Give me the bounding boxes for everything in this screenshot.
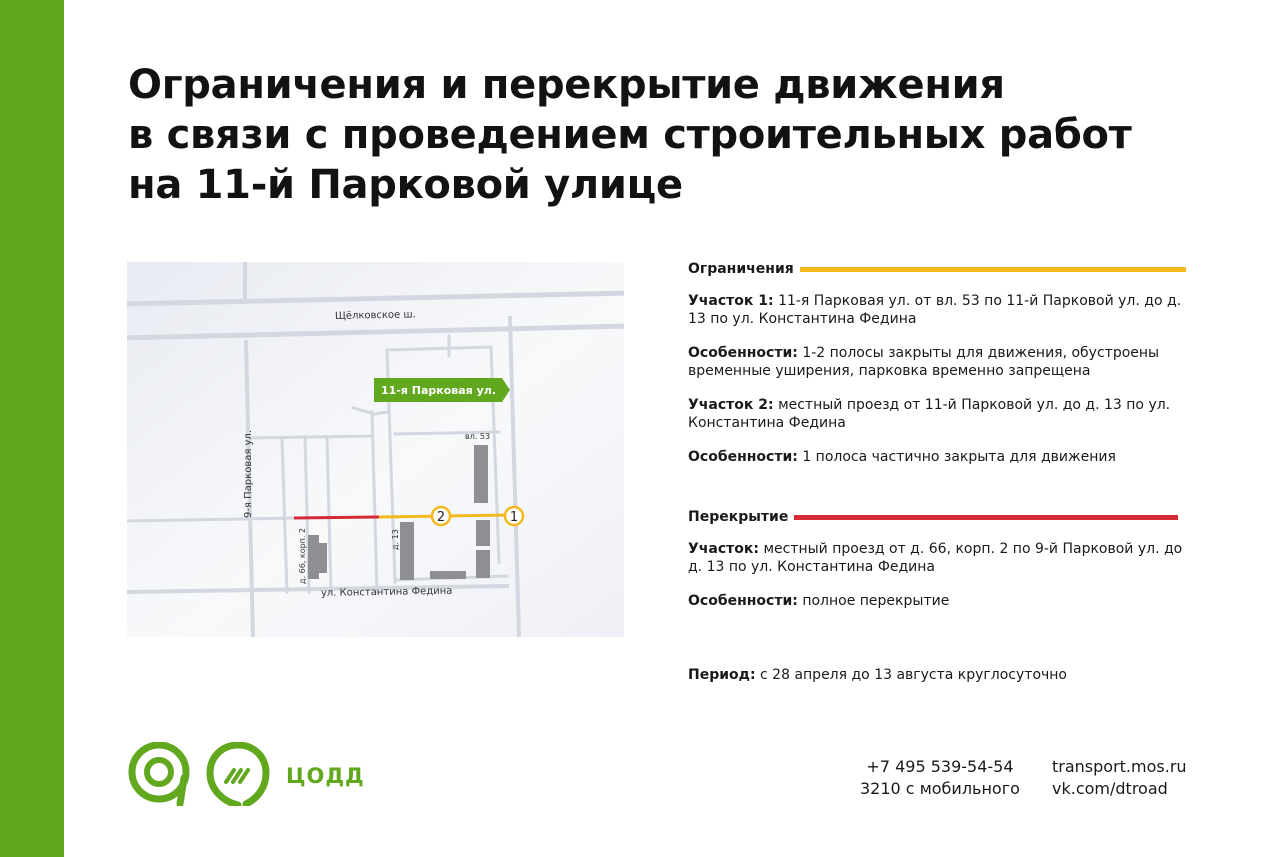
label-d13: д. 13 xyxy=(391,529,400,550)
closure-heading xyxy=(688,506,1188,528)
street-sign-11-parkovaya xyxy=(374,378,510,402)
closure-heading-label: Перекрытие xyxy=(688,509,789,525)
phone-contacts xyxy=(860,756,1020,800)
title-line-1: Ограничения и перекрытие движения xyxy=(128,62,1005,108)
info-panel xyxy=(688,258,1188,610)
restriction-features-2-label: Особенности: xyxy=(688,449,798,465)
period-text: с 28 апреля до 13 августа круглосуточно xyxy=(760,667,1067,683)
restriction-section-1-text: 11-я Парковая ул. от вл. 53 по 11-й Парковой ул. до д. 13 по ул. Константина Федина xyxy=(688,293,1182,327)
period xyxy=(688,666,1067,684)
codd-pin-icon xyxy=(210,745,266,805)
closure-features-label: Особенности: xyxy=(688,593,798,609)
closure-section-label: Участок: xyxy=(688,541,759,557)
label-vl53: вл. 53 xyxy=(465,432,491,441)
building-d13 xyxy=(400,522,414,580)
building-d66-a xyxy=(308,535,319,579)
page-title xyxy=(128,60,1208,210)
building-block-b xyxy=(476,550,490,578)
phone-number[interactable]: +7 495 539-54-54 xyxy=(866,757,1014,776)
title-line-2: в связи с проведением строительных работ xyxy=(128,112,1132,158)
restriction-section-2-label: Участок 2: xyxy=(688,397,774,413)
building-block-c xyxy=(430,571,466,579)
title-line-3: на 11-й Парковой улице xyxy=(128,162,683,208)
closure-features-text: полное перекрытие xyxy=(802,593,950,609)
restriction-features-2 xyxy=(688,448,1188,466)
label-9-parkovaya: 9-я Парковая ул. xyxy=(243,429,254,518)
label-schelkovskoe: Щёлковское ш. xyxy=(334,309,416,322)
web-contacts xyxy=(1052,756,1187,800)
closure-features xyxy=(688,592,1188,610)
scheme-map xyxy=(127,262,624,637)
closure-section xyxy=(688,540,1188,576)
closure-color-line xyxy=(794,515,1178,520)
restriction-features-1 xyxy=(688,344,1188,380)
marker-2-label: 2 xyxy=(436,510,446,525)
restriction-section-1-label: Участок 1: xyxy=(688,293,774,309)
restriction-features-2-text: 1 полоса частично закрыта для движения xyxy=(802,449,1116,465)
marker-1-label: 1 xyxy=(509,510,519,525)
marker-2 xyxy=(432,507,450,525)
vk-link[interactable]: vk.com/dtroad xyxy=(1052,779,1168,798)
building-d66-b xyxy=(318,543,327,573)
closure-line xyxy=(294,517,379,518)
label-fedina: ул. Константина Федина xyxy=(320,585,453,599)
label-d66: д. 66, корп. 2 xyxy=(298,527,307,584)
closure-section-text: местный проезд от д. 66, корп. 2 по 9-й Парковой ул. до д. 13 по ул. Константина Федина xyxy=(688,541,1183,575)
restrictions-heading xyxy=(688,258,1188,280)
restriction-section-1 xyxy=(688,292,1188,328)
codd-logo-text: ЦОДД xyxy=(286,764,365,788)
restriction-features-1-text: 1-2 полосы закрыты для движения, обустроены временные уширения, парковка временно запрещена xyxy=(688,345,1160,379)
building-block-a xyxy=(476,520,490,546)
restrictions-color-line xyxy=(800,267,1186,272)
codd-logo-icons xyxy=(126,742,276,806)
nine-logo-icon xyxy=(132,745,186,804)
period-label: Период: xyxy=(688,667,756,683)
map-svg xyxy=(127,262,624,637)
street-sign-11-parkovaya-label: 11-я Парковая ул. xyxy=(381,384,496,397)
green-side-bar xyxy=(0,0,64,857)
restrictions-heading-label: Ограничения xyxy=(688,261,794,277)
website-link[interactable]: transport.mos.ru xyxy=(1052,757,1187,776)
restriction-features-1-label: Особенности: xyxy=(688,345,798,361)
marker-1 xyxy=(505,507,523,525)
restriction-section-2 xyxy=(688,396,1188,432)
logo-group xyxy=(126,742,276,810)
restriction-section-2-text: местный проезд от 11-й Парковой ул. до д. 13 по ул. Константина Федина xyxy=(688,397,1171,431)
building-vl53 xyxy=(474,445,488,503)
mobile-short-number[interactable]: 3210 с мобильного xyxy=(860,779,1020,798)
